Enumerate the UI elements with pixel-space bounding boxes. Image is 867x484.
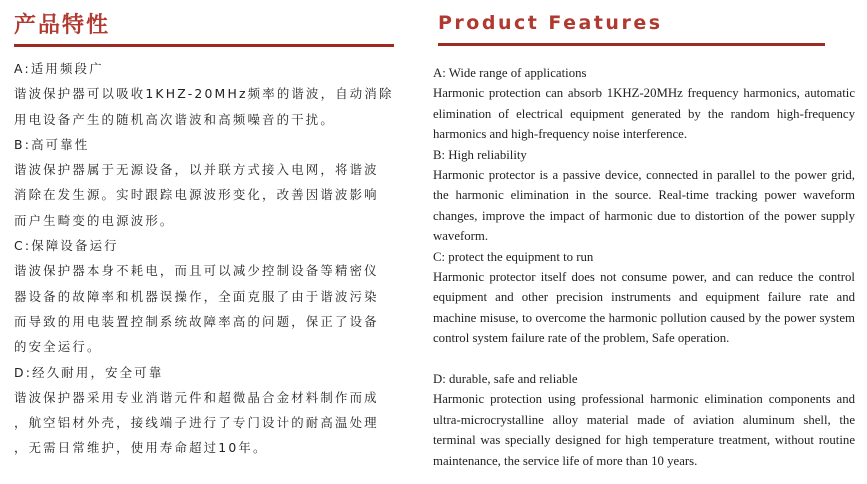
en-d-text: Harmonic protection using professional harmonic elimination components and ultra-microcrystalline alloy material made of aviation aluminum shell, the terminal was specially designed for high temperature treatment, without routine maintenance, the service life of more than 10 years. [433,392,855,468]
cn-line: 的安全运行。 [14,339,102,355]
cn-line: ，航空铝材外壳，接线端子进行了专门设计的耐高温处理 [14,415,379,431]
cn-line-c-heading: C:保障设备运行 [14,238,119,254]
en-d-heading: D: durable, safe and reliable [433,372,578,387]
cn-line: ，无需日常维护，使用寿命超过10年。 [14,440,268,456]
english-title: Product Features [438,12,663,34]
chinese-title: 产品特性 [14,13,111,38]
cn-line: 谐波保护器采用专业消谐元件和超微晶合金材料制作而成 [14,389,379,405]
en-c-heading: C: protect the equipment to run [433,249,594,264]
en-a-heading: A: Wide range of applications [433,66,587,80]
cn-line-b-heading: B:高可靠性 [14,136,90,152]
cn-line-a-heading: A:适用频段广 [14,61,104,76]
cn-line: 谐波保护器本身不耗电，而且可以减少控制设备等精密仪 [14,263,379,279]
cn-line: 谐波保护器可以吸收1KHZ-20MHz频率的谐波，自动消除 [14,86,394,102]
cn-line: 而导致的用电装置控制系统故障率高的问题，保正了设备 [14,313,379,329]
en-a-text: Harmonic protection can absorb 1KHZ-20MHz frequency harmonics, automatic elimination of electrical equipment generated by the random high-frequency harmonics and high-frequency noise interference. [433,86,855,142]
en-c-text: Harmonic protector itself does not consume power, and can reduce the control equipment and other precision instruments and equipment failure rate and machine misuse, to overcome the harmonic pollution caused by the power system control system failure rate of the problem, Safe operation. [433,270,855,346]
paragraph-gap [433,349,855,369]
cn-line: 器设备的故障率和机器误操作，全面克服了由于谐波污染 [14,288,379,304]
en-b-heading: B: High reliability [433,147,527,162]
cn-line: 消除在发生源。实时跟踪电源波形变化，改善因谐波影响 [14,187,379,203]
cn-line: 而户生畸变的电源波形。 [14,212,175,228]
en-b-text: Harmonic protector is a passive device, connected in parallel to the power grid, the harmonic elimination in the source. Real-time tracking power waveform changes, improve the impact of harmonic due to distortion of the power supply waveform. [433,168,855,244]
chinese-body [14,56,404,461]
chinese-title-divider [14,44,394,47]
cn-line: 谐波保护器属于无源设备，以并联方式接入电网，将谐波 [14,162,379,178]
cn-line: 用电设备产生的随机高次谐波和高频噪音的干扰。 [14,111,335,127]
cn-line-d-heading: D:经久耐用，安全可靠 [14,364,164,380]
english-body [433,63,855,471]
english-title-divider [438,43,825,46]
